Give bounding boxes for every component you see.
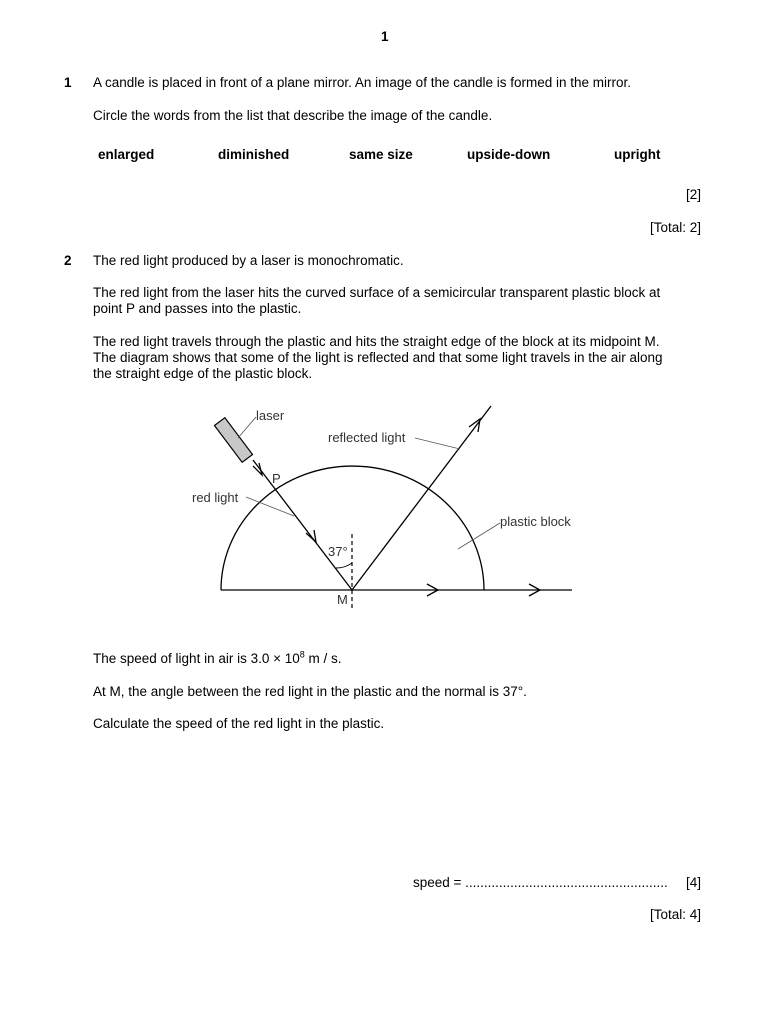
- q2-paragraph-2-line-1: The red light from the laser hits the curved surface of a semicircular transparent plastic block at: [93, 285, 661, 300]
- answer-dots[interactable]: ......................................................: [465, 875, 668, 890]
- q1-line1: A candle is placed in front of a plane mirror. An image of the candle is formed in the mirror.: [93, 75, 632, 90]
- q2-paragraph-2-line-2: point P and passes into the plastic.: [93, 301, 302, 316]
- speed-text-post: m / s.: [304, 651, 342, 666]
- q2-paragraph-3-line-1: The red light travels through the plastic and hits the straight edge of the block at its midpoint M.: [93, 334, 660, 349]
- q1-line2: Circle the words from the list that describe the image of the candle.: [93, 108, 493, 123]
- red-light-leader: [246, 497, 294, 516]
- q1-marks: [2]: [686, 187, 702, 202]
- answer-label: speed =: [413, 875, 466, 890]
- page-number: 1: [381, 29, 389, 44]
- reflected-light-label: reflected light: [328, 430, 406, 445]
- q1-total: [Total: 2]: [650, 220, 702, 235]
- reflected-arrow: [469, 419, 480, 432]
- answer-line[interactable]: [413, 875, 668, 890]
- incident-arrow-1: [253, 463, 262, 475]
- plastic-block-leader: [458, 523, 500, 549]
- q2-marks: [4]: [686, 875, 702, 890]
- laser-icon: [214, 418, 252, 463]
- laser-leader: [238, 417, 256, 438]
- red-light-label: red light: [192, 490, 239, 505]
- q1-option-same-size[interactable]: same size: [349, 147, 413, 162]
- speed-text-pre: The speed of light in air is 3.0 × 10: [93, 651, 300, 666]
- angle-arc: [336, 563, 352, 568]
- q2-number: 2: [64, 253, 72, 268]
- q2-calculate-instruction: Calculate the speed of the red light in the plastic.: [93, 716, 385, 731]
- angle-label: 37°: [328, 544, 348, 559]
- point-p-label: P: [272, 471, 281, 486]
- reflected-leader: [415, 438, 460, 449]
- point-m-label: M: [337, 592, 348, 607]
- incident-ray: [253, 460, 352, 590]
- q2-angle-statement: At M, the angle between the red light in the plastic and the normal is 37°.: [93, 684, 527, 699]
- q2-paragraph-1: The red light produced by a laser is monochromatic.: [93, 253, 404, 268]
- speed-of-light-statement: [93, 651, 342, 666]
- q1-option-diminished[interactable]: diminished: [218, 147, 290, 162]
- q1-option-enlarged[interactable]: enlarged: [98, 147, 155, 162]
- plastic-block-label: plastic block: [500, 514, 571, 529]
- q2-paragraph-3-line-3: the straight edge of the plastic block.: [93, 366, 313, 381]
- q2-total: [Total: 4]: [650, 907, 702, 922]
- q1-option-upside-down[interactable]: upside-down: [467, 147, 551, 162]
- q1-number: 1: [64, 75, 72, 90]
- q2-paragraph-3-line-2: The diagram shows that some of the light is reflected and that some light travels in the air along: [93, 350, 663, 365]
- laser-label: laser: [256, 408, 285, 423]
- speed-exponent: 8: [299, 649, 305, 660]
- q1-option-upright[interactable]: upright: [614, 147, 661, 162]
